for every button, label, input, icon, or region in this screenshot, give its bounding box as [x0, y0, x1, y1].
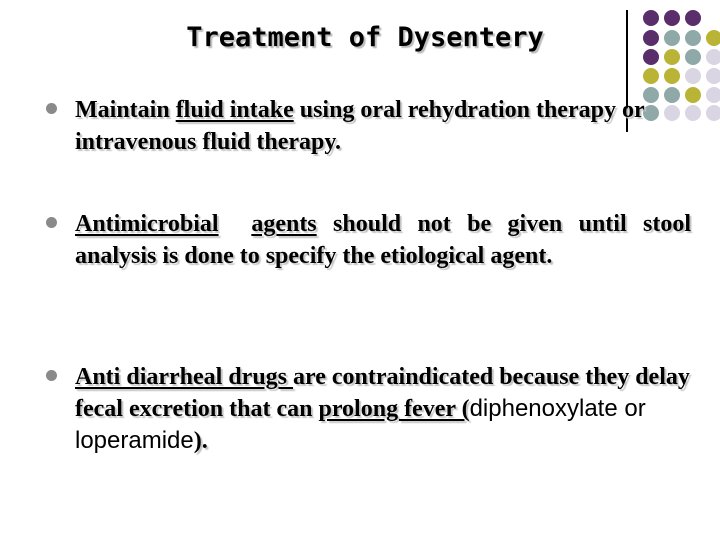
decorative-dot	[643, 68, 659, 84]
bullet-dot	[46, 217, 57, 228]
underlined-term: Antimicrobial	[75, 211, 219, 237]
underlined-term: prolong fever (	[318, 396, 470, 422]
bullet-dot	[46, 103, 57, 114]
text-segment: ).	[193, 428, 208, 454]
text-segment: using oral rehydration therapy or intravenous fluid therapy.	[75, 97, 645, 155]
decorative-dot	[706, 68, 720, 84]
decorative-dot	[706, 49, 720, 65]
drug-names: diphenoxylate or loperamide	[75, 395, 646, 454]
decorative-dot	[706, 30, 720, 46]
decorative-dot	[664, 49, 680, 65]
decorative-dot	[685, 30, 701, 46]
bullet-text-1	[75, 94, 691, 158]
underlined-term: agents	[251, 211, 317, 237]
decorative-dot	[643, 10, 659, 26]
bullet-text-3	[75, 361, 691, 457]
decorative-dot	[643, 30, 659, 46]
decorative-dot	[643, 49, 659, 65]
text-segment: Maintain	[75, 97, 176, 123]
decorative-dot	[706, 87, 720, 103]
underlined-term: Anti diarrheal drugs	[75, 364, 294, 390]
decorative-dot	[685, 68, 701, 84]
bullet-dot	[46, 370, 57, 381]
bullet-text-2	[75, 208, 691, 272]
text-segment: are contraindicated because they delay fecal excretion that can	[75, 364, 690, 422]
decorative-dot	[664, 10, 680, 26]
decorative-dot	[685, 10, 701, 26]
decorative-dot	[685, 49, 701, 65]
page-title: Treatment of Dysentery	[186, 22, 544, 53]
decorative-dot	[664, 68, 680, 84]
decorative-dot	[664, 30, 680, 46]
text-segment: should not be given until stool analysis is done to specify the etiological agent.	[75, 211, 691, 269]
underlined-term: fluid intake	[175, 97, 294, 123]
decorative-dot	[706, 105, 720, 121]
